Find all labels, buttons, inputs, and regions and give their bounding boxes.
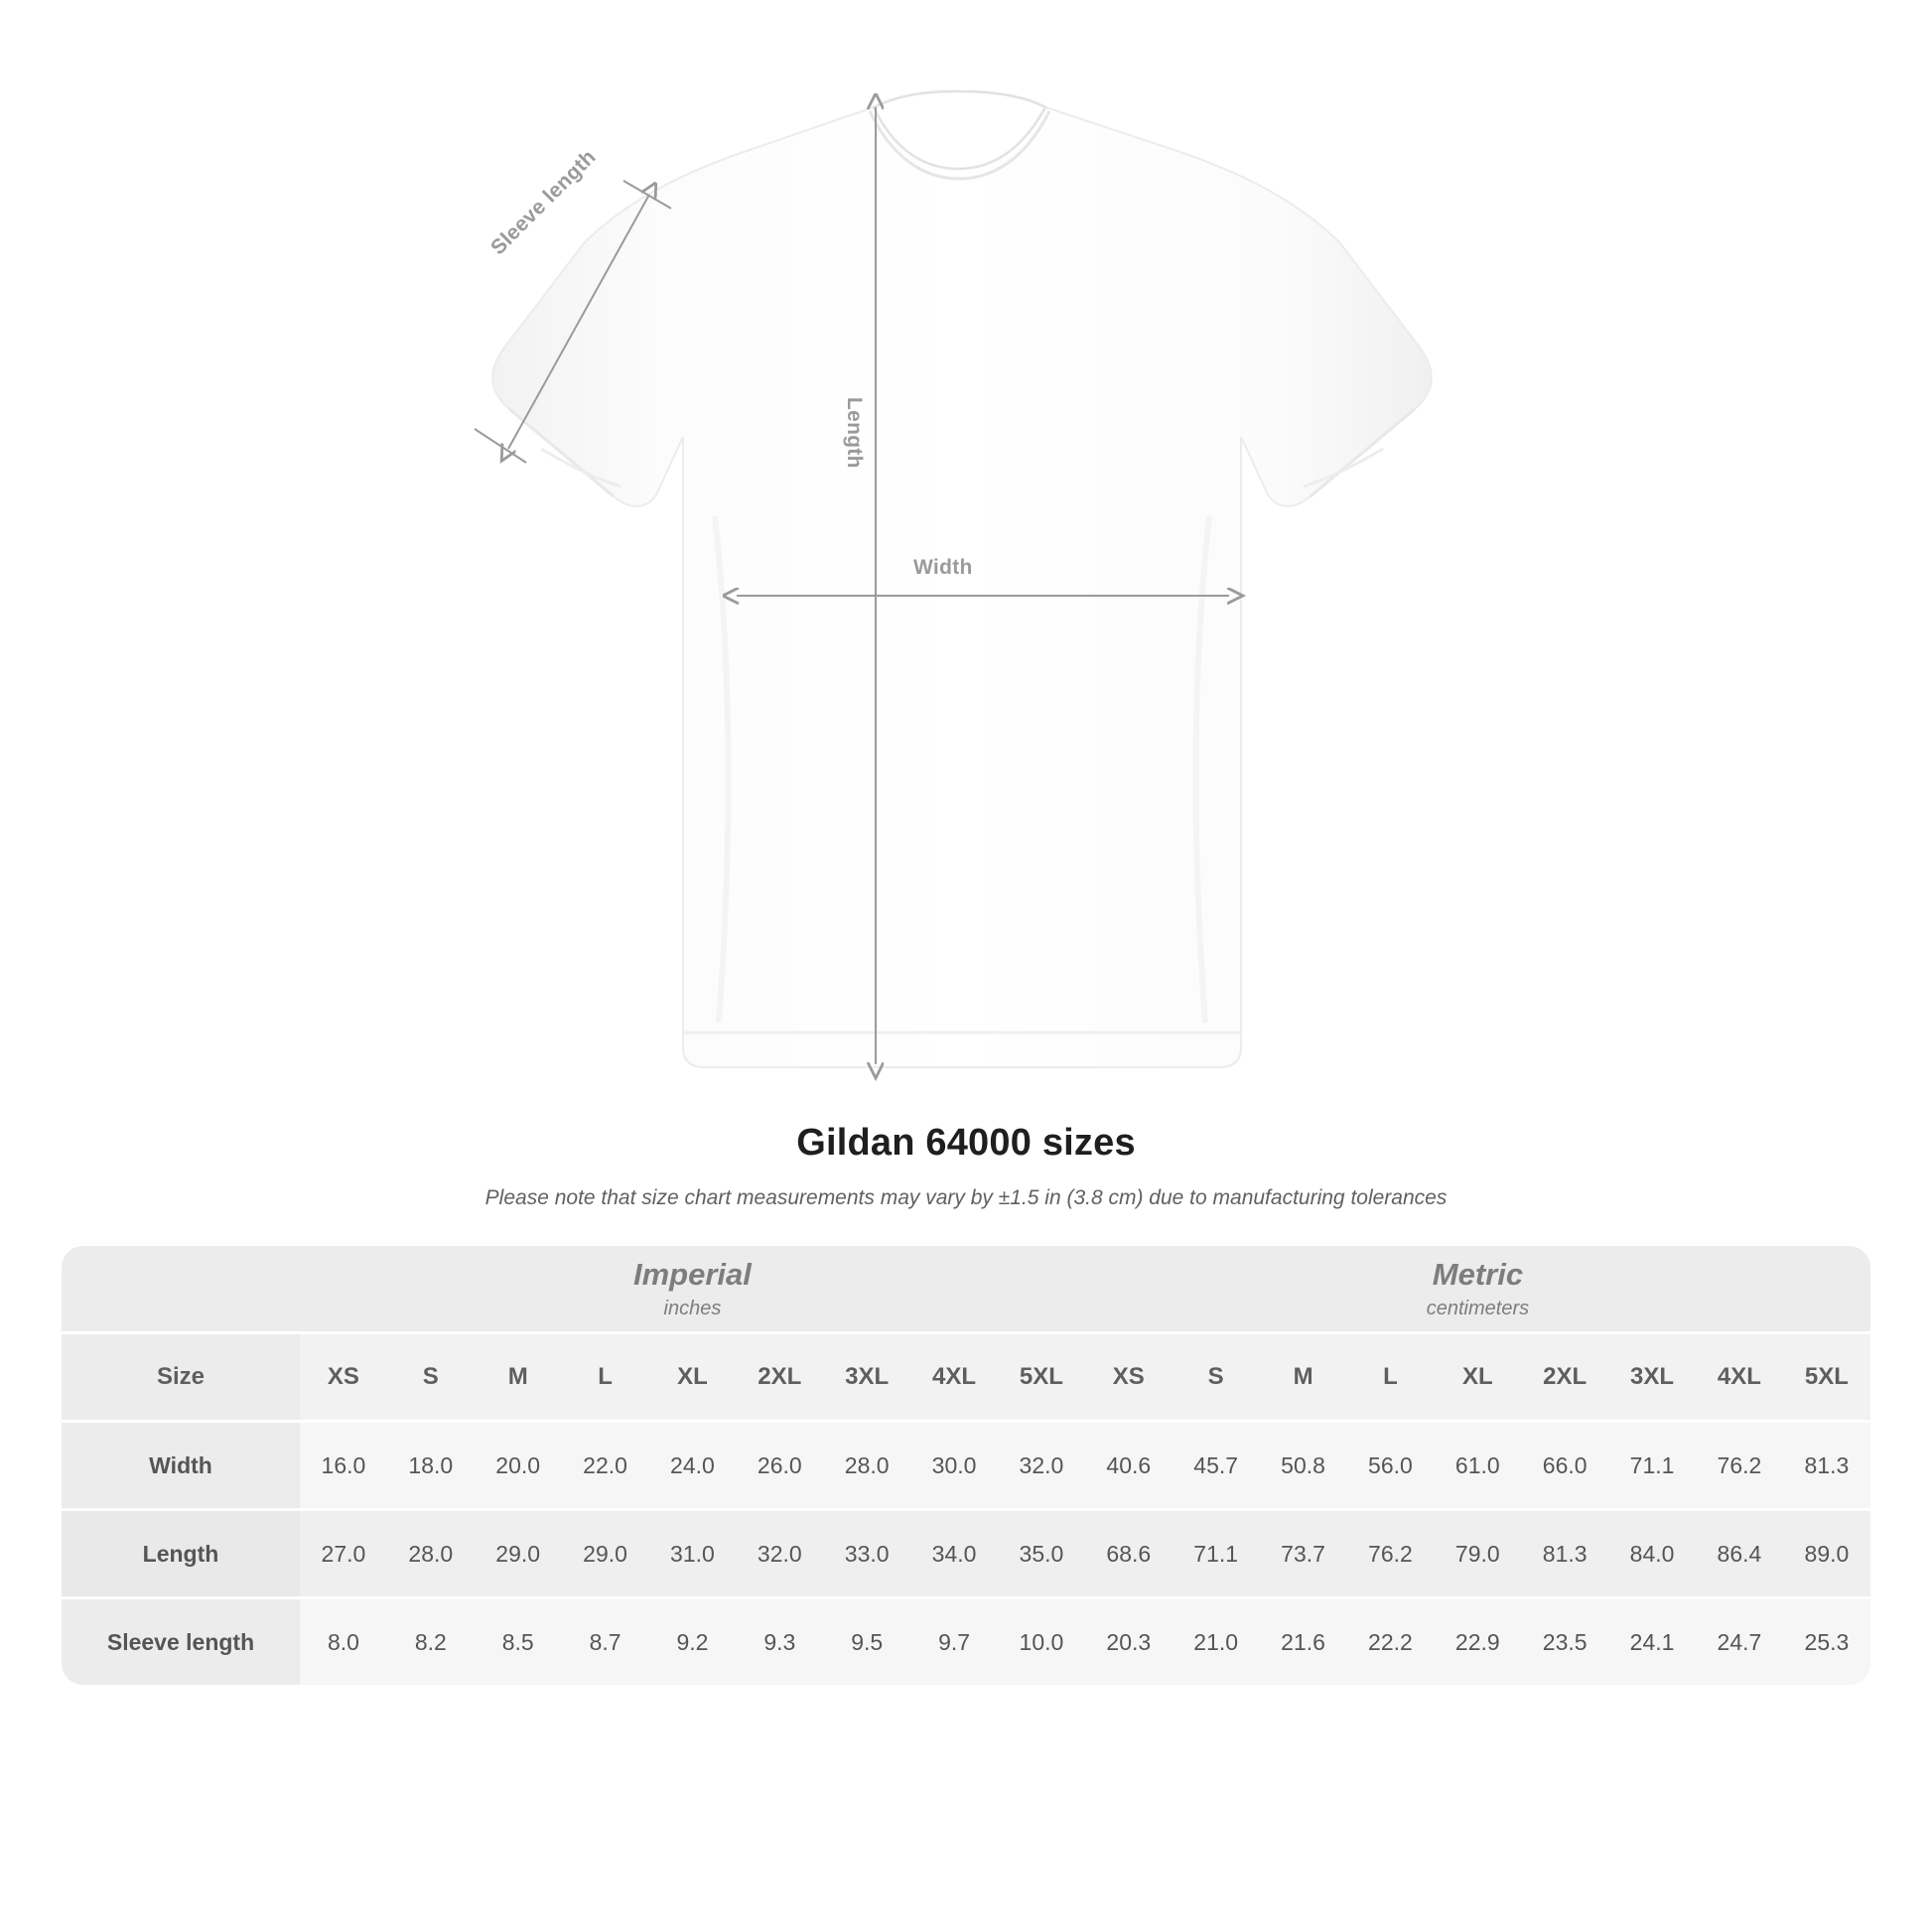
size-col-16: 4XL (1696, 1333, 1783, 1422)
size-col-12: L (1347, 1333, 1435, 1422)
row-label-width: Width (62, 1422, 300, 1510)
width-0: 16.0 (300, 1422, 387, 1510)
width-label: Width (913, 556, 973, 579)
size-col-3: L (562, 1333, 649, 1422)
tolerance-note: Please note that size chart measurements may vary by ±1.5 in (3.8 cm) due to manufacturing tolerances (484, 1186, 1448, 1209)
length-15: 84.0 (1608, 1510, 1696, 1598)
width-7: 30.0 (910, 1422, 998, 1510)
sleeve-12: 22.2 (1347, 1598, 1435, 1686)
width-4: 24.0 (649, 1422, 737, 1510)
size-col-5: 2XL (736, 1333, 823, 1422)
size-col-11: M (1260, 1333, 1347, 1422)
sleeve-4: 9.2 (649, 1598, 737, 1686)
width-13: 61.0 (1434, 1422, 1521, 1510)
width-6: 28.0 (823, 1422, 910, 1510)
sleeve-10: 21.0 (1173, 1598, 1260, 1686)
table-row (62, 1422, 1870, 1510)
sleeve-9: 20.3 (1085, 1598, 1173, 1686)
size-col-7: 4XL (910, 1333, 998, 1422)
size-col-9: XS (1085, 1333, 1173, 1422)
length-6: 33.0 (823, 1510, 910, 1598)
width-8: 32.0 (998, 1422, 1085, 1510)
length-7: 34.0 (910, 1510, 998, 1598)
sleeve-14: 23.5 (1521, 1598, 1608, 1686)
length-17: 89.0 (1783, 1510, 1870, 1598)
size-col-1: S (387, 1333, 475, 1422)
length-14: 81.3 (1521, 1510, 1608, 1598)
width-2: 20.0 (475, 1422, 562, 1510)
size-col-0: XS (300, 1333, 387, 1422)
length-4: 31.0 (649, 1510, 737, 1598)
length-16: 86.4 (1696, 1510, 1783, 1598)
length-13: 79.0 (1434, 1510, 1521, 1598)
width-5: 26.0 (736, 1422, 823, 1510)
sleeve-16: 24.7 (1696, 1598, 1783, 1686)
sleeve-tick-bottom (475, 429, 526, 463)
unit-group-metric-sub: centimeters (1426, 1298, 1530, 1320)
row-label-length: Length (62, 1510, 300, 1598)
size-table (62, 1246, 1870, 1685)
length-10: 71.1 (1173, 1510, 1260, 1598)
sleeve-3: 8.7 (562, 1598, 649, 1686)
sleeve-15: 24.1 (1608, 1598, 1696, 1686)
width-17: 81.3 (1783, 1422, 1870, 1510)
size-col-8: 5XL (998, 1333, 1085, 1422)
length-label: Length (843, 397, 866, 469)
width-11: 50.8 (1260, 1422, 1347, 1510)
size-row-label: Size (62, 1333, 300, 1422)
sleeve-1: 8.2 (387, 1598, 475, 1686)
width-1: 18.0 (387, 1422, 475, 1510)
unit-header-row (62, 1246, 1870, 1333)
length-2: 29.0 (475, 1510, 562, 1598)
unit-group-metric-name: Metric (1432, 1256, 1524, 1292)
width-10: 45.7 (1173, 1422, 1260, 1510)
sleeve-0: 8.0 (300, 1598, 387, 1686)
title-block (0, 1122, 1932, 1210)
sleeve-5: 9.3 (736, 1598, 823, 1686)
size-col-13: XL (1434, 1333, 1521, 1422)
size-col-17: 5XL (1783, 1333, 1870, 1422)
size-col-14: 2XL (1521, 1333, 1608, 1422)
sleeve-13: 22.9 (1434, 1598, 1521, 1686)
length-1: 28.0 (387, 1510, 475, 1598)
sleeve-11: 21.6 (1260, 1598, 1347, 1686)
length-12: 76.2 (1347, 1510, 1435, 1598)
width-15: 71.1 (1608, 1422, 1696, 1510)
table-row (62, 1510, 1870, 1598)
page-title: Gildan 64000 sizes (796, 1122, 1136, 1164)
width-16: 76.2 (1696, 1422, 1783, 1510)
width-14: 66.0 (1521, 1422, 1608, 1510)
unit-group-imperial-sub: inches (663, 1298, 722, 1320)
sleeve-17: 25.3 (1783, 1598, 1870, 1686)
sleeve-6: 9.5 (823, 1598, 910, 1686)
length-11: 73.7 (1260, 1510, 1347, 1598)
size-col-4: XL (649, 1333, 737, 1422)
length-8: 35.0 (998, 1510, 1085, 1598)
unit-group-imperial (300, 1246, 1085, 1333)
sleeve-length-label: Sleeve length (486, 145, 601, 260)
width-9: 40.6 (1085, 1422, 1173, 1510)
unit-header-spacer (62, 1246, 300, 1333)
sleeve-7: 9.7 (910, 1598, 998, 1686)
width-3: 22.0 (562, 1422, 649, 1510)
sleeve-2: 8.5 (475, 1598, 562, 1686)
length-0: 27.0 (300, 1510, 387, 1598)
length-5: 32.0 (736, 1510, 823, 1598)
size-col-15: 3XL (1608, 1333, 1696, 1422)
sleeve-8: 10.0 (998, 1598, 1085, 1686)
unit-group-imperial-name: Imperial (632, 1256, 752, 1292)
size-header-row (62, 1333, 1870, 1422)
size-table-container (62, 1246, 1870, 1685)
size-col-6: 3XL (823, 1333, 910, 1422)
size-col-2: M (475, 1333, 562, 1422)
size-col-10: S (1173, 1333, 1260, 1422)
table-row (62, 1598, 1870, 1686)
length-3: 29.0 (562, 1510, 649, 1598)
unit-group-metric (1085, 1246, 1870, 1333)
row-label-sleeve-length: Sleeve length (62, 1598, 300, 1686)
length-9: 68.6 (1085, 1510, 1173, 1598)
width-12: 56.0 (1347, 1422, 1435, 1510)
